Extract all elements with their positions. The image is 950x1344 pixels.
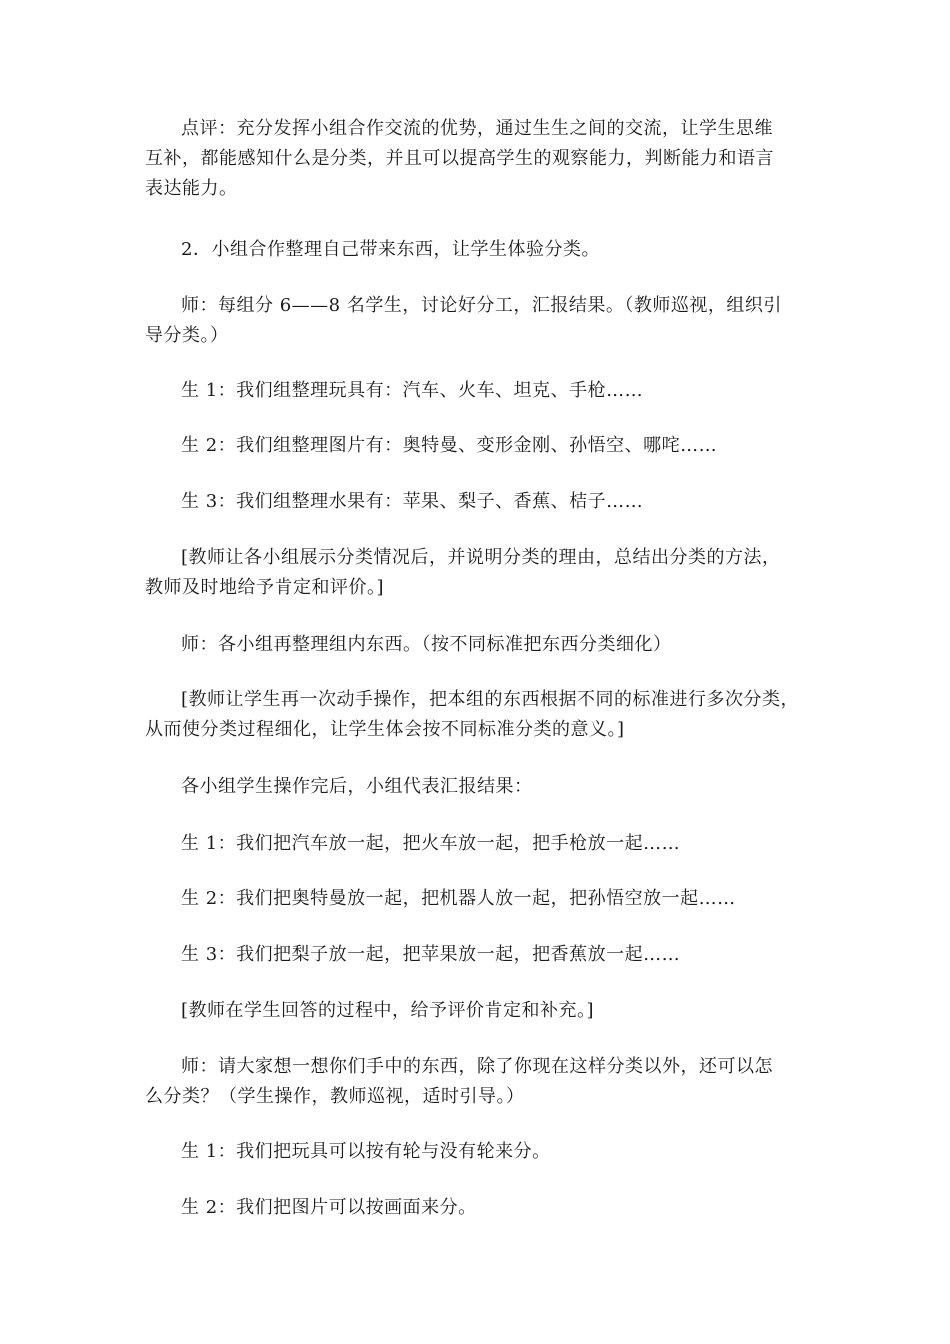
text-line: 导分类。） [145, 325, 229, 346]
text-line: 生 3：我们把梨子放一起，把苹果放一起，把香蕉放一起…… [181, 944, 681, 965]
paragraph-student-3-fruit [145, 487, 815, 517]
text-line: 生 1：我们把汽车放一起，把火车放一起，把手枪放一起…… [181, 833, 681, 854]
paragraph-teacher-refine [145, 630, 815, 660]
text-line: [教师让各小组展示分类情况后，并说明分类的理由，总结出分类的方法， [181, 547, 781, 568]
paragraph-teacher-note-2 [145, 685, 815, 745]
text-line: 生 3：我们组整理水果有：苹果、梨子、香蕉、桔子…… [181, 491, 644, 512]
text-line: [教师在学生回答的过程中，给予评价肯定和补充。] [181, 1000, 595, 1021]
paragraph-student-2-ultraman [145, 884, 815, 914]
paragraph-student-1-toys [145, 376, 815, 406]
paragraph-student-3-pears [145, 940, 815, 970]
paragraph-comment [145, 114, 815, 204]
paragraph-group-report [145, 772, 815, 802]
text-line: 点评：充分发挥小组合作交流的优势，通过生生之间的交流，让学生思维 [181, 118, 773, 139]
paragraph-student-2-pictures [145, 431, 815, 461]
paragraph-teacher-grouping [145, 291, 815, 351]
text-line: 2．小组合作整理自己带来东西，让学生体验分类。 [181, 239, 600, 260]
paragraph-student-2-images [145, 1193, 815, 1223]
text-line: 师：每组分 6——8 名学生，讨论好分工，汇报结果。（教师巡视，组织引 [181, 295, 782, 316]
paragraph-teacher-note-3 [145, 996, 815, 1026]
text-line: 表达能力。 [145, 178, 238, 199]
text-line: [教师让学生再一次动手操作，把本组的东西根据不同的标准进行多次分类， [181, 689, 800, 710]
text-line: 生 2：我们把奥特曼放一起，把机器人放一起，把孙悟空放一起…… [181, 888, 736, 909]
text-line: 师：各小组再整理组内东西。（按不同标准把东西分类细化） [181, 634, 672, 655]
text-line: 从而使分类过程细化，让学生体会按不同标准分类的意义。] [145, 719, 625, 740]
text-line: 生 2：我们把图片可以按画面来分。 [181, 1197, 477, 1218]
text-line: 生 1：我们组整理玩具有：汽车、火车、坦克、手枪…… [181, 380, 644, 401]
text-line: 生 2：我们组整理图片有：奥特曼、变形金刚、孙悟空、哪咤…… [181, 435, 718, 456]
text-line: 教师及时地给予肯定和评价。] [145, 577, 385, 598]
text-line: 各小组学生操作完后，小组代表汇报结果： [181, 776, 533, 797]
text-line: 互补，都能感知什么是分类，并且可以提高学生的观察能力，判断能力和语言 [145, 148, 774, 169]
paragraph-teacher-question [145, 1052, 815, 1112]
text-line: 么分类？（学生操作，教师巡视，适时引导。） [145, 1086, 525, 1107]
paragraph-student-1-cars [145, 829, 815, 859]
paragraph-student-1-wheels [145, 1137, 815, 1167]
text-line: 生 1：我们把玩具可以按有轮与没有轮来分。 [181, 1141, 551, 1162]
paragraph-step-2 [145, 235, 815, 265]
paragraph-teacher-note-1 [145, 543, 815, 603]
text-line: 师：请大家想一想你们手中的东西，除了你现在这样分类以外，还可以怎 [181, 1056, 773, 1077]
